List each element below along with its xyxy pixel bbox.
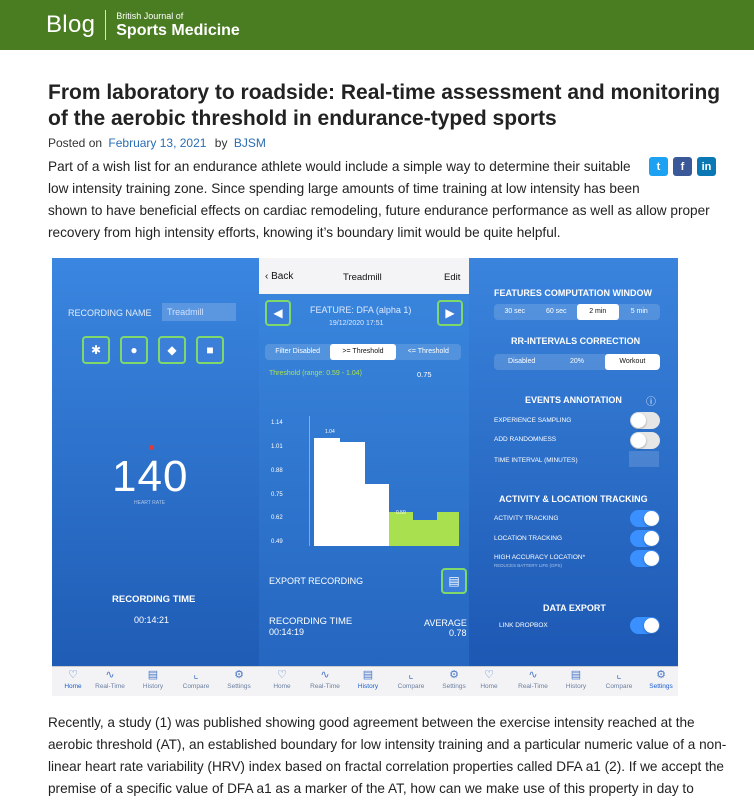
chart-bar xyxy=(437,512,459,546)
gear-icon: ⚙ xyxy=(234,669,244,681)
bar-label: 1.04 xyxy=(325,429,335,435)
tab-label: Compare xyxy=(182,683,210,690)
rr-segmented xyxy=(494,354,660,370)
window-option[interactable]: 5 min xyxy=(630,308,648,315)
history-screen xyxy=(259,258,469,666)
feature-datetime: 19/12/2020 17:51 xyxy=(329,320,384,327)
author-link[interactable]: BJSM xyxy=(233,136,266,150)
document-icon: ▤ xyxy=(570,669,582,681)
recording-name-label: RECORDING NAME xyxy=(68,308,152,318)
recording-name-input[interactable]: Treadmill xyxy=(162,303,236,321)
activity-tracking-toggle[interactable] xyxy=(630,510,660,527)
tab-history[interactable] xyxy=(555,667,597,696)
tab-label: Home xyxy=(480,683,498,690)
tab-realtime[interactable] xyxy=(512,667,554,696)
tab-label: Home xyxy=(273,683,291,690)
post-date-link[interactable]: February 13, 2021 xyxy=(108,136,207,150)
stop-icon[interactable]: ■ xyxy=(196,336,224,364)
tab-settings[interactable] xyxy=(218,667,260,696)
experience-sampling-toggle[interactable] xyxy=(630,412,660,429)
threshold-label: Threshold (range: 0.59 - 1.04) xyxy=(269,370,362,377)
y-tick: 0.62 xyxy=(271,515,283,521)
back-button[interactable]: ‹ Back xyxy=(265,271,294,282)
history-recording-time-value: 00:14:19 xyxy=(269,627,305,637)
nav-title: Treadmill xyxy=(343,272,382,283)
tab-compare[interactable] xyxy=(175,667,217,696)
feature-title: FEATURE: DFA (alpha 1) xyxy=(310,305,412,315)
tab-bar xyxy=(52,666,678,696)
y-tick: 0.49 xyxy=(271,539,283,545)
chart-bar xyxy=(340,442,365,546)
time-interval-label: TIME INTERVAL (MINUTES) xyxy=(494,457,578,464)
filter-option[interactable]: <= Threshold xyxy=(407,348,449,355)
events-title: EVENTS ANNOTATION xyxy=(525,395,622,405)
tab-history[interactable] xyxy=(347,667,389,696)
chart-bar xyxy=(389,512,413,546)
paragraph-2: Recently, a study (1) was published showing good agreement between the exercise intensity reached at the aerobic threshold (AT), an established boundary for low intensity training and a particular numeric value of a non-linear heart rate variability (HRV) index based on fractal correlation properties called DFA a1 (2). If we accept the premise of a specific value of DFA a1 as a marker of the AT, how can we make use of this property in day to xyxy=(48,715,727,796)
window-option[interactable]: 2 min xyxy=(577,304,619,320)
pulse-icon: ∿ xyxy=(320,669,330,681)
link-dropbox-label: LINK DROPBOX xyxy=(499,622,548,629)
tab-label: Compare xyxy=(397,683,425,690)
filter-segmented xyxy=(265,344,461,360)
time-interval-input[interactable] xyxy=(629,451,659,467)
pulse-icon: ∿ xyxy=(105,669,115,681)
post-meta xyxy=(48,136,266,150)
pulse-icon: ∿ xyxy=(528,669,538,681)
data-export-title: DATA EXPORT xyxy=(543,603,606,613)
chart-bar xyxy=(365,484,389,546)
tab-home[interactable] xyxy=(52,667,94,696)
tab-settings[interactable] xyxy=(640,667,678,696)
high-accuracy-label: HIGH ACCURACY LOCATION* xyxy=(494,554,586,561)
location-tracking-label: LOCATION TRACKING xyxy=(494,535,563,542)
tab-label: History xyxy=(142,683,164,690)
home-recording-time-value: 00:14:21 xyxy=(134,615,170,625)
document-icon: ▤ xyxy=(147,669,159,681)
tab-compare[interactable] xyxy=(598,667,640,696)
posted-on-label: Posted on xyxy=(48,136,103,150)
rr-option[interactable]: 20% xyxy=(569,358,584,365)
tab-label: Real-Time xyxy=(95,683,125,690)
facebook-icon[interactable]: f xyxy=(673,157,692,176)
tab-label: History xyxy=(357,683,379,690)
window-option[interactable]: 30 sec xyxy=(504,308,526,315)
paragraph-1b: shown to have beneficial effects on cardiac remodeling, future endurance performance as well as allow proper recovery from high intensity efforts, knowing it’s boundary limit would be quite helpful. xyxy=(48,203,710,240)
tab-label: Home xyxy=(64,683,82,690)
average-label: AVERAGE xyxy=(424,618,467,628)
heart-dot-icon xyxy=(149,445,154,450)
rr-title: RR-INTERVALS CORRECTION xyxy=(511,336,641,346)
bar-label: 0.59 xyxy=(396,510,406,516)
export-recording-label: EXPORT RECORDING xyxy=(269,576,364,586)
blog-label[interactable]: Blog xyxy=(46,11,96,38)
paragraph-1a: Part of a wish list for an endurance athlete would include a simple way to determine their suitable low intensity training zone. Since spending large amounts of time training at low intensity has been xyxy=(48,159,640,196)
site-header xyxy=(0,0,754,50)
linkedin-icon[interactable]: in xyxy=(697,157,716,176)
settings-screen xyxy=(469,258,678,666)
back-label: Back xyxy=(271,271,294,282)
link-dropbox-toggle[interactable] xyxy=(630,617,660,634)
chart-icon: ⌞ xyxy=(408,669,414,681)
nav-bar xyxy=(259,258,469,294)
app-screenshot-figure xyxy=(52,258,678,696)
twitter-icon[interactable]: t xyxy=(649,157,668,176)
rr-option[interactable]: Workout xyxy=(605,354,660,370)
tab-realtime[interactable] xyxy=(304,667,346,696)
experience-sampling-label: EXPERIENCE SAMPLING xyxy=(494,417,572,424)
heart-rate-value: 140 xyxy=(112,452,189,501)
tab-compare[interactable] xyxy=(390,667,432,696)
tab-label: Settings xyxy=(227,683,251,690)
journal-logo-big: Sports Medicine xyxy=(116,21,240,39)
y-tick: 0.88 xyxy=(271,468,283,474)
activity-tracking-label: ACTIVITY TRACKING xyxy=(494,515,559,522)
next-feature-button[interactable]: ▶ xyxy=(437,300,463,326)
window-option[interactable]: 60 sec xyxy=(545,308,567,315)
gear-icon: ⚙ xyxy=(656,669,666,681)
chart-bar xyxy=(314,438,340,546)
home-recording-time-label: RECORDING TIME xyxy=(112,594,196,605)
tab-history[interactable] xyxy=(132,667,174,696)
prev-feature-button[interactable]: ◀ xyxy=(265,300,291,326)
tab-home[interactable] xyxy=(468,667,510,696)
heart-icon: ♡ xyxy=(484,669,494,681)
features-window-title: FEATURES COMPUTATION WINDOW xyxy=(494,288,652,298)
y-tick: 0.75 xyxy=(271,492,283,498)
journal-logo-small: British Journal of xyxy=(116,10,184,21)
bluetooth-icon[interactable]: ✱ xyxy=(82,336,110,364)
chart-icon: ⌞ xyxy=(616,669,622,681)
chart-icon: ⌞ xyxy=(193,669,199,681)
tab-label: Real-Time xyxy=(518,683,548,690)
tab-label: Settings xyxy=(442,683,466,690)
rr-option[interactable]: Disabled xyxy=(508,358,536,365)
high-accuracy-toggle[interactable] xyxy=(630,550,660,567)
average-value: 0.78 xyxy=(449,628,467,638)
history-recording-time-label: RECORDING TIME xyxy=(269,616,353,627)
y-tick: 1.01 xyxy=(271,444,283,450)
location-tracking-toggle[interactable] xyxy=(630,530,660,547)
post-title: From laboratory to roadside: Real-time assessment and monitoring of the aerobic threshold in endurance-typed sports xyxy=(48,81,721,130)
tab-label: Settings xyxy=(649,683,673,690)
journal-logo[interactable] xyxy=(116,12,240,39)
threshold-value[interactable]: 0.75 xyxy=(417,370,432,379)
high-accuracy-note: REDUCES BATTERY LIFE (GPS) xyxy=(494,563,563,568)
by-label: by xyxy=(214,136,228,150)
tab-label: History xyxy=(565,683,587,690)
diamond-icon[interactable]: ◆ xyxy=(158,336,186,364)
y-tick: 1.14 xyxy=(271,420,283,426)
social-share xyxy=(649,157,716,176)
heart-rate-label: HEART RATE xyxy=(134,500,166,506)
filter-option[interactable]: Filter Disabled xyxy=(275,348,321,355)
add-randomness-label: ADD RANDOMNESS xyxy=(494,436,557,443)
heart-icon: ♡ xyxy=(68,669,78,681)
chart-bar xyxy=(413,520,437,546)
tab-home[interactable] xyxy=(261,667,303,696)
home-screen xyxy=(52,258,259,666)
edit-button[interactable]: Edit xyxy=(444,272,461,283)
header-divider xyxy=(105,10,106,40)
tab-label: Compare xyxy=(605,683,633,690)
record-icon[interactable]: ● xyxy=(120,336,148,364)
heart-icon: ♡ xyxy=(277,669,287,681)
gear-icon: ⚙ xyxy=(449,669,459,681)
dfa-chart xyxy=(309,416,457,546)
add-randomness-toggle[interactable] xyxy=(630,432,660,449)
window-segmented xyxy=(494,304,660,320)
info-icon[interactable]: ⓘ xyxy=(646,397,656,408)
export-icon[interactable]: ▤ xyxy=(441,568,467,594)
activity-title: ACTIVITY & LOCATION TRACKING xyxy=(499,494,648,504)
tab-label: Real-Time xyxy=(310,683,340,690)
filter-option[interactable]: >= Threshold xyxy=(330,344,395,360)
tab-realtime[interactable] xyxy=(89,667,131,696)
document-icon: ▤ xyxy=(362,669,374,681)
